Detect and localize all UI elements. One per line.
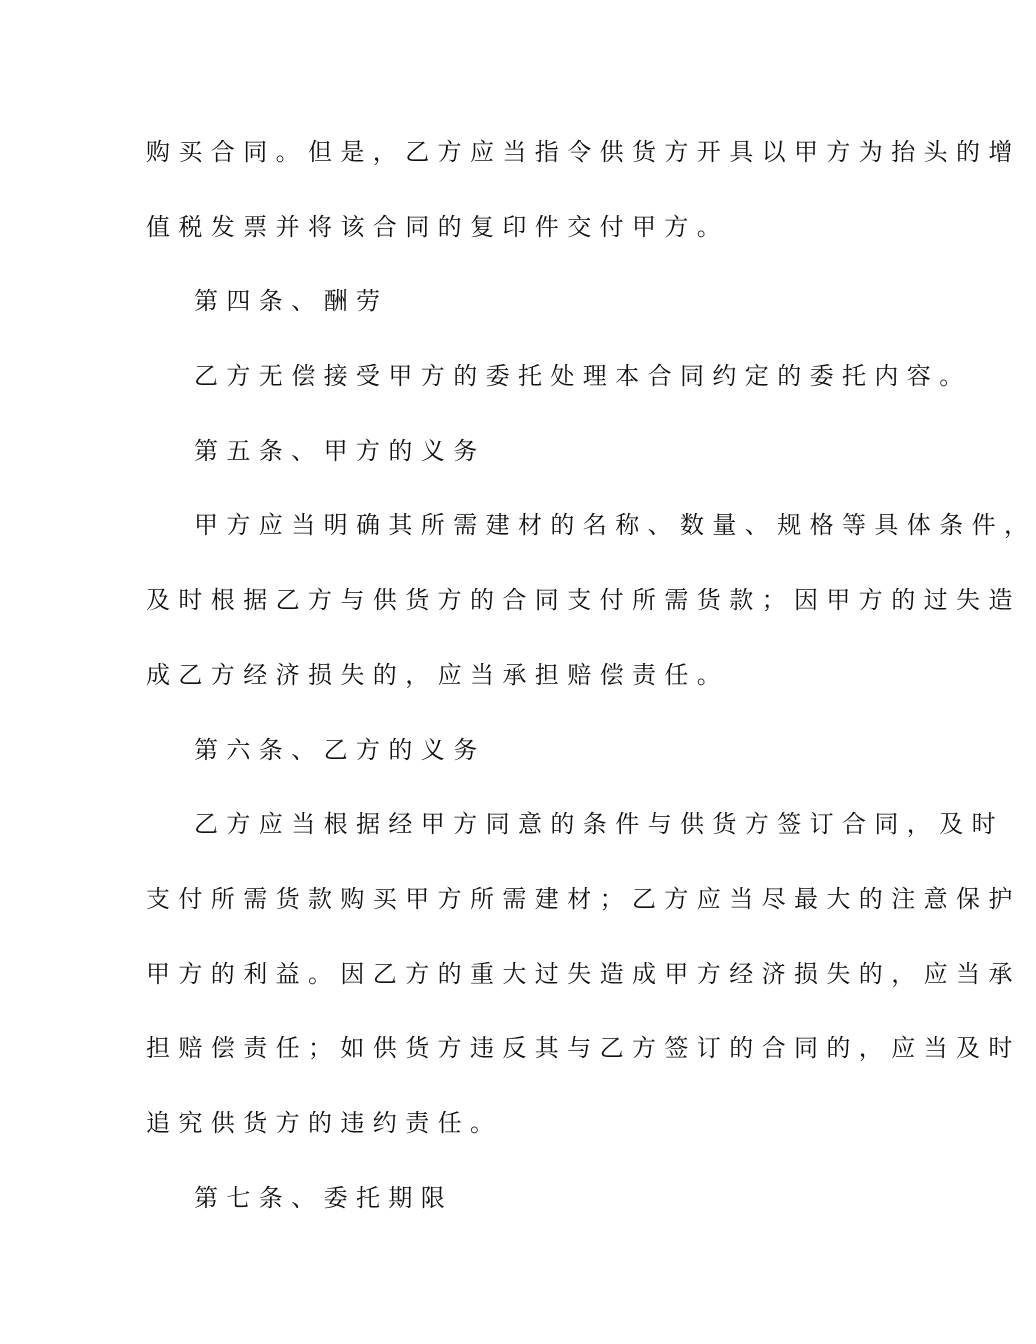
paragraph-line: 及时根据乙方与供货方的合同支付所需货款；因甲方的过失造 (146, 586, 1021, 615)
paragraph-line: 追究供货方的违约责任。 (146, 1108, 503, 1137)
section-heading-4: 第四条、酬劳 (194, 287, 389, 316)
paragraph-line: 甲方应当明确其所需建材的名称、数量、规格等具体条件， (194, 511, 1036, 540)
paragraph-line: 乙方应当根据经甲方同意的条件与供货方签订合同，及时 (194, 810, 1004, 839)
paragraph-line: 支付所需货款购买甲方所需建材；乙方应当尽最大的注意保护 (146, 884, 1021, 913)
paragraph-line: 值税发票并将该合同的复印件交付甲方。 (146, 212, 730, 241)
paragraph-line: 甲方的利益。因乙方的重大过失造成甲方经济损失的，应当承 (146, 959, 1021, 988)
paragraph-line: 购买合同。但是，乙方应当指令供货方开具以甲方为抬头的增 (146, 138, 1021, 166)
paragraph-line: 成乙方经济损失的，应当承担赔偿责任。 (146, 660, 730, 689)
paragraph-line: 担赔偿责任；如供货方违反其与乙方签订的合同的，应当及时 (146, 1034, 1021, 1063)
document-body (146, 128, 1036, 1248)
section-heading-5: 第五条、甲方的义务 (194, 436, 486, 465)
section-heading-6: 第六条、乙方的义务 (194, 735, 486, 764)
paragraph-line: 乙方无偿接受甲方的委托处理本合同约定的委托内容。 (194, 362, 972, 391)
section-heading-7: 第七条、委托期限 (194, 1183, 454, 1212)
